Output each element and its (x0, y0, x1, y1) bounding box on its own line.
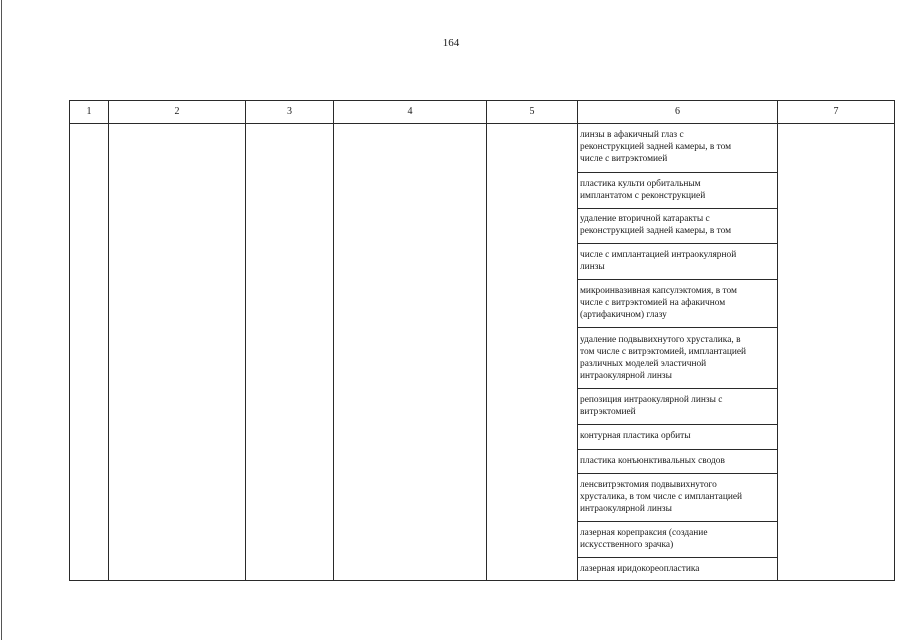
procedure-cell (580, 430, 775, 442)
procedure-line: витрэктомией (580, 407, 636, 417)
col-line-3 (333, 100, 334, 581)
page-number: 164 (442, 37, 460, 49)
procedure-line: хрусталика, в том числе с имплантацией (580, 492, 743, 502)
col-line-4 (486, 100, 487, 581)
row-separator (577, 449, 778, 450)
header-col-3: 3 (287, 106, 292, 117)
procedure-line: числе с витрэктомией (580, 154, 668, 164)
row-separator (577, 521, 778, 522)
procedure-cell (580, 479, 775, 515)
procedure-line: контурная пластика орбиты (580, 431, 691, 441)
header-col-7: 7 (833, 106, 839, 117)
header-col-5: 5 (529, 106, 535, 117)
procedure-cell (580, 334, 775, 382)
col-line-7 (894, 100, 895, 581)
table-bottom-border (69, 580, 895, 581)
row-separator (577, 172, 778, 173)
scan-edge (1, 0, 2, 640)
header-col-1: 1 (86, 106, 92, 117)
procedure-line: линзы в афакичный глаз с (580, 130, 684, 140)
procedure-line: имплантатом с реконструкцией (580, 191, 706, 201)
procedure-line: линзы (580, 262, 605, 272)
procedure-cell (580, 285, 775, 321)
header-col-2: 2 (174, 106, 180, 117)
procedure-line: интраокулярной линзы (580, 371, 672, 381)
procedure-cell (580, 213, 775, 237)
procedure-line: микроинвазивная капсулэктомия, в том (580, 286, 737, 296)
procedure-line: удаление подвывихнутого хрусталика, в (580, 335, 741, 345)
procedure-line: реконструкцией задней камеры, в том (580, 226, 732, 236)
procedure-cell (580, 455, 775, 467)
procedure-line: репозиция интраокулярной линзы с (580, 395, 723, 405)
procedure-cell (580, 249, 775, 273)
procedure-cell (580, 129, 775, 165)
procedure-line: искусственного зрачка) (580, 540, 674, 550)
procedure-line: том числе с витрэктомией, имплантацией (580, 347, 747, 357)
procedure-line: интраокулярной линзы (580, 504, 672, 514)
procedure-cell (580, 563, 775, 575)
header-col-4: 4 (407, 106, 413, 117)
row-separator (577, 473, 778, 474)
procedure-line: реконструкцией задней камеры, в том (580, 142, 732, 152)
procedure-line: лазерная корепраксия (создание (580, 528, 708, 538)
row-separator (577, 424, 778, 425)
procedure-line: пластика конъюнктивальных сводов (580, 456, 725, 466)
procedure-line: числе с имплантацией интраокулярной (580, 250, 737, 260)
row-separator (577, 327, 778, 328)
row-separator (577, 388, 778, 389)
procedure-line: лазерная иридокореопластика (580, 564, 700, 574)
header-col-6: 6 (675, 106, 680, 117)
procedure-line: числе с витрэктомией на афакичном (580, 298, 726, 308)
procedure-line: пластика культи орбитальным (580, 179, 701, 189)
col-line-2 (245, 100, 246, 581)
procedure-cell (580, 394, 775, 418)
col-line-1 (108, 100, 109, 581)
procedure-line: удаление вторичной катаракты с (580, 214, 710, 224)
header-bottom-border (69, 123, 895, 124)
row-separator (577, 279, 778, 280)
row-separator (577, 208, 778, 209)
procedure-cell (580, 178, 775, 202)
procedure-cell (580, 527, 775, 551)
row-separator (577, 243, 778, 244)
procedure-line: ленсвитрэктомия подвывихнутого (580, 480, 717, 490)
col-line-0 (69, 100, 70, 581)
procedure-line: различных моделей эластичной (580, 359, 707, 369)
procedure-line: (артифакичном) глазу (580, 310, 667, 320)
row-separator (577, 557, 778, 558)
